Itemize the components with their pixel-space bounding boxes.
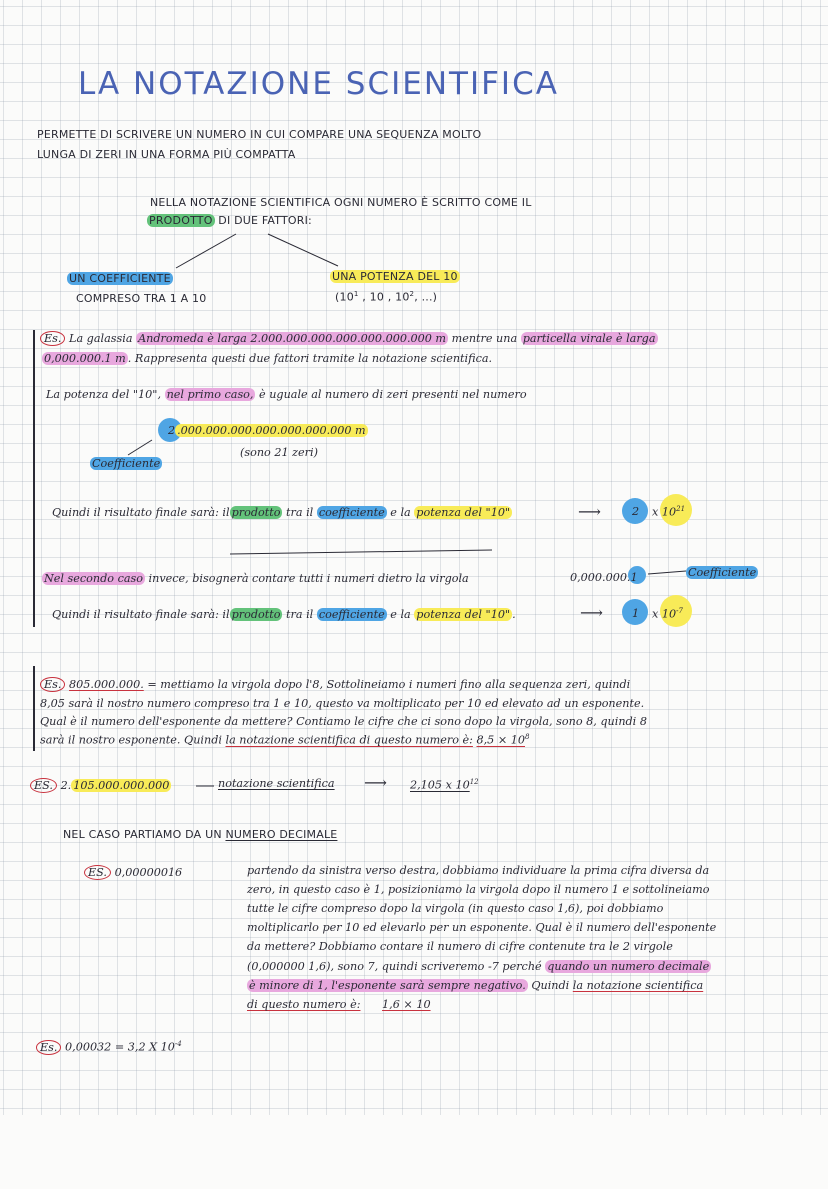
example2-line-4: sarà il nostro esponente. Quindi la notazione scientifica di questo numero è: $8,5 \times 10^8$ (40, 733, 530, 747)
example4-line-5: da mettere? Dobbiamo contare il numero di cifre contenute tra le 2 virgole (247, 940, 673, 953)
arrow-1: ⟶ (578, 502, 601, 521)
connector-right (268, 234, 338, 266)
example4-line-8: di questo numero è: 1,6 × 10 (247, 998, 431, 1011)
example4-line-1: partendo da sinistra verso destra, dobbiamo individuare la prima cifra diversa da (247, 864, 710, 877)
example4-line-2: zero, in questo caso è 1, posizioniamo la virgola dopo il numero 1 e sottolineiamo (247, 883, 710, 896)
coefficiente-label: Coefficiente (92, 457, 161, 470)
example1-bracket (33, 330, 35, 627)
definition-line-2-rest: DI DUE FATTORI: (218, 214, 312, 227)
separator-line (230, 550, 492, 554)
example5-line: Es. 0,00032 = 3,2 X $10^{-4}$ (36, 1040, 182, 1054)
particella-highlight: particella virale è larga (522, 332, 656, 345)
example4-line-4: moltiplicarlo per 10 ed elevarlo per un esponente. Qual è il numero dell'esponente (247, 921, 717, 934)
example3-line: ES. 2. 105.000.000.000 (30, 779, 171, 792)
result-1-power: x $10^{21}$ (652, 505, 686, 519)
example4-line-3: tutte le cifre compreso dopo la virgola (in questo caso 1,6), poi dobbiamo (247, 902, 664, 915)
definition-line-1: NELLA NOTAZIONE SCIENTIFICA OGNI NUMERO È SCRITTO COME IL (150, 196, 532, 209)
page-title: LA NOTAZIONE SCIENTIFICA (78, 66, 559, 102)
example4-line-6: (0,000000 1,6), sono 7, quindi scriveremo -7 perché quando un numero decimale (247, 960, 710, 973)
result-1-coeff: 2 (632, 505, 640, 518)
zeri-note: (sono 21 zeri) (240, 446, 318, 459)
coefficiente2-connector (648, 571, 686, 574)
intro-line-2: LUNGA DI ZERI IN UNA FORMA PIÙ COMPATTA (37, 148, 296, 161)
example2-line-3: Qual è il numero dell'esponente da mettere? Contiamo le cifre che ci sono dopo la virgola, sono 8, quindi 8 (40, 715, 647, 728)
prodotto-highlight: PRODOTTO (149, 214, 213, 227)
example2-bracket (33, 666, 35, 751)
example2-line-1: Es. 805.000.000. = mettiamo la virgola dopo l'8, Sottolineiamo i numeri fino alla sequenza zeri, quindi (40, 678, 630, 691)
example1-line-2: 0,000.000.1 m . Rappresenta questi due fattori tramite la notazione scientifica. (44, 352, 493, 365)
intro-line-1: PERMETTE DI SCRIVERE UN NUMERO IN CUI COMPARE UNA SEQUENZA MOLTO (37, 128, 482, 141)
big-number: 2 .000.000.000.000.000.000.000 m (168, 424, 366, 437)
coefficient-label: UN COEFFICIENTE (69, 272, 171, 285)
result-1-line: Quindi il risultato finale sarà: il prodotto tra il coefficiente e la potenza del "10" (52, 506, 511, 519)
page-bottom-margin (0, 1115, 828, 1189)
example3-result: 2,105 x $10^{12}$ (410, 778, 479, 792)
result-2-line: Quindi il risultato finale sarà: il prodotto tra il coefficiente e la potenza del "10" . (52, 608, 516, 621)
example1-line-1: Es. La galassia Andromeda è larga 2.000.000.000.000.000.000.000 m mentre una particella virale è larga (40, 332, 658, 345)
power-label: UNA POTENZA DEL 10 (332, 270, 458, 283)
example2-line-2: 8,05 sarà il nostro numero compreso tra 1 e 10, questo va moltiplicato per 10 ed elevato ad un esponente. (40, 697, 645, 710)
result-2-power: x $10^{-7}$ (652, 607, 683, 621)
example3-arrow: ⟶ (364, 773, 387, 792)
decimal-heading: NEL CASO PARTIAMO DA UN NUMERO DECIMALE (63, 828, 338, 841)
es-badge: Es. (40, 331, 65, 346)
power-sub: ($10^1$ , 10 , $10^2$, ...) (335, 290, 438, 304)
coefficient-sub: COMPRESO TRA 1 A 10 (76, 292, 207, 305)
connector-left (176, 234, 236, 268)
coefficiente-connector (128, 440, 152, 455)
result-2-coeff: 1 (632, 607, 640, 620)
example3-label: notazione scientifica (218, 777, 335, 790)
arrow-2: ⟶ (580, 603, 603, 622)
secondo-caso-line: Nel secondo caso invece, bisognerà contare tutti i numeri dietro la virgola (44, 572, 469, 585)
small-number: 0,000.000.1 (570, 571, 638, 584)
example4-line-7: è minore di 1, l'esponente sarà sempre negativo. Quindi la notazione scientifica (249, 979, 704, 992)
power-explanation: La potenza del "10", nel primo caso, è uguale al numero di zeri presenti nel numero (46, 388, 527, 401)
example4-label: ES. 0,00000016 (84, 866, 182, 879)
andromeda-highlight: Andromeda è larga 2.000.000.000.000.000.000.000 m (138, 332, 447, 345)
coefficiente-label-2: Coefficiente (688, 566, 757, 579)
